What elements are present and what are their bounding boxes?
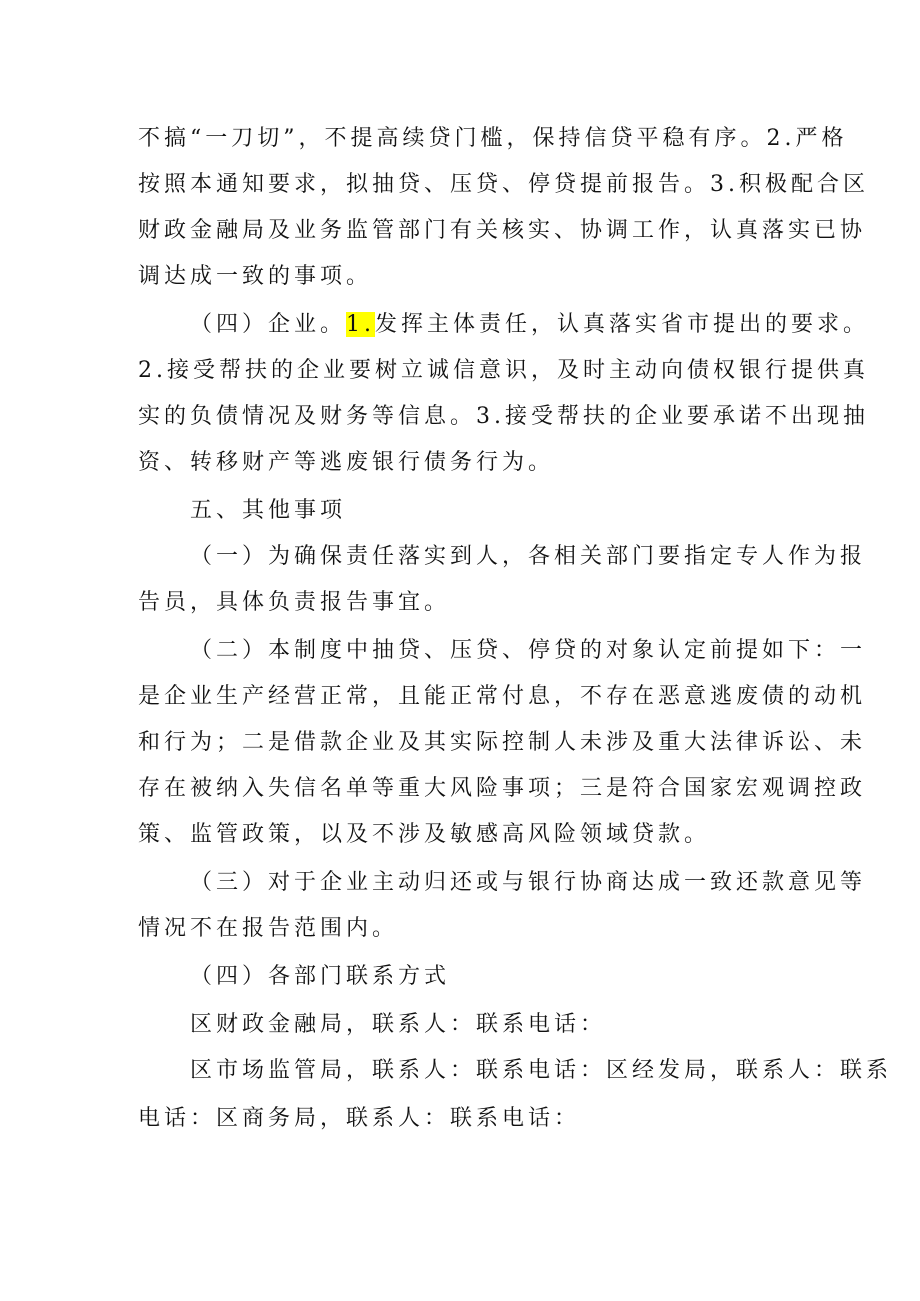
paragraph-line: 财政金融局及业务监管部门有关核实、协调工作，认真落实已协 [138,218,867,243]
paragraph-line: 调达成一致的事项。 [138,264,373,289]
paragraph-line: （二）本制度中抽贷、压贷、停贷的对象认定前提如下：一 [190,638,867,663]
paragraph-line: 存在被纳入失信名单等重大风险事项；三是符合国家宏观调控政 [138,776,867,801]
paragraph-line: 实的负债情况及财务等信息。3.接受帮扶的企业要承诺不出现抽 [138,404,869,429]
paragraph-line: 策、监管政策，以及不涉及敏感高风险领域贷款。 [138,822,711,847]
contact-line: 区财政金融局，联系人：联系电话： [190,1012,607,1037]
paragraph-line: 按照本通知要求，拟抽贷、压贷、停贷提前报告。3.积极配合区 [138,172,869,197]
section-heading: 五、其他事项 [190,498,347,523]
paragraph-line: 情况不在报告范围内。 [138,916,399,941]
paragraph-line: 告员，具体负责报告事宜。 [138,590,451,615]
paragraph-heading: （四）企业。 [190,312,347,337]
highlighted-number: 1. [346,312,376,337]
paragraph-first-line [190,310,870,340]
paragraph-line: （三）对于企业主动归还或与银行协商达成一致还款意见等 [190,870,867,895]
paragraph-line: 是企业生产经营正常，且能正常付息，不存在恶意逃废债的动机 [138,684,867,709]
paragraph-line: （四）各部门联系方式 [190,964,451,989]
paragraph-line: 资、转移财产等逃废银行债务行为。 [138,450,555,475]
contact-line: 区市场监管局，联系人：联系电话：区经发局，联系人：联系 [190,1058,893,1083]
paragraph-text: 发挥主体责任，认真落实省市提出的要求。 [375,312,870,337]
paragraph-line: （一）为确保责任落实到人，各相关部门要指定专人作为报 [190,544,867,569]
paragraph-line: 不搞“一刀切”，不提高续贷门槛，保持信贷平稳有序。2.严格 [138,126,848,151]
contact-line: 电话：区商务局，联系人：联系电话： [138,1106,581,1131]
paragraph-line: 2.接受帮扶的企业要树立诚信意识，及时主动向债权银行提供真 [138,358,869,383]
paragraph-line: 和行为；二是借款企业及其实际控制人未涉及重大法律诉讼、未 [138,730,867,755]
